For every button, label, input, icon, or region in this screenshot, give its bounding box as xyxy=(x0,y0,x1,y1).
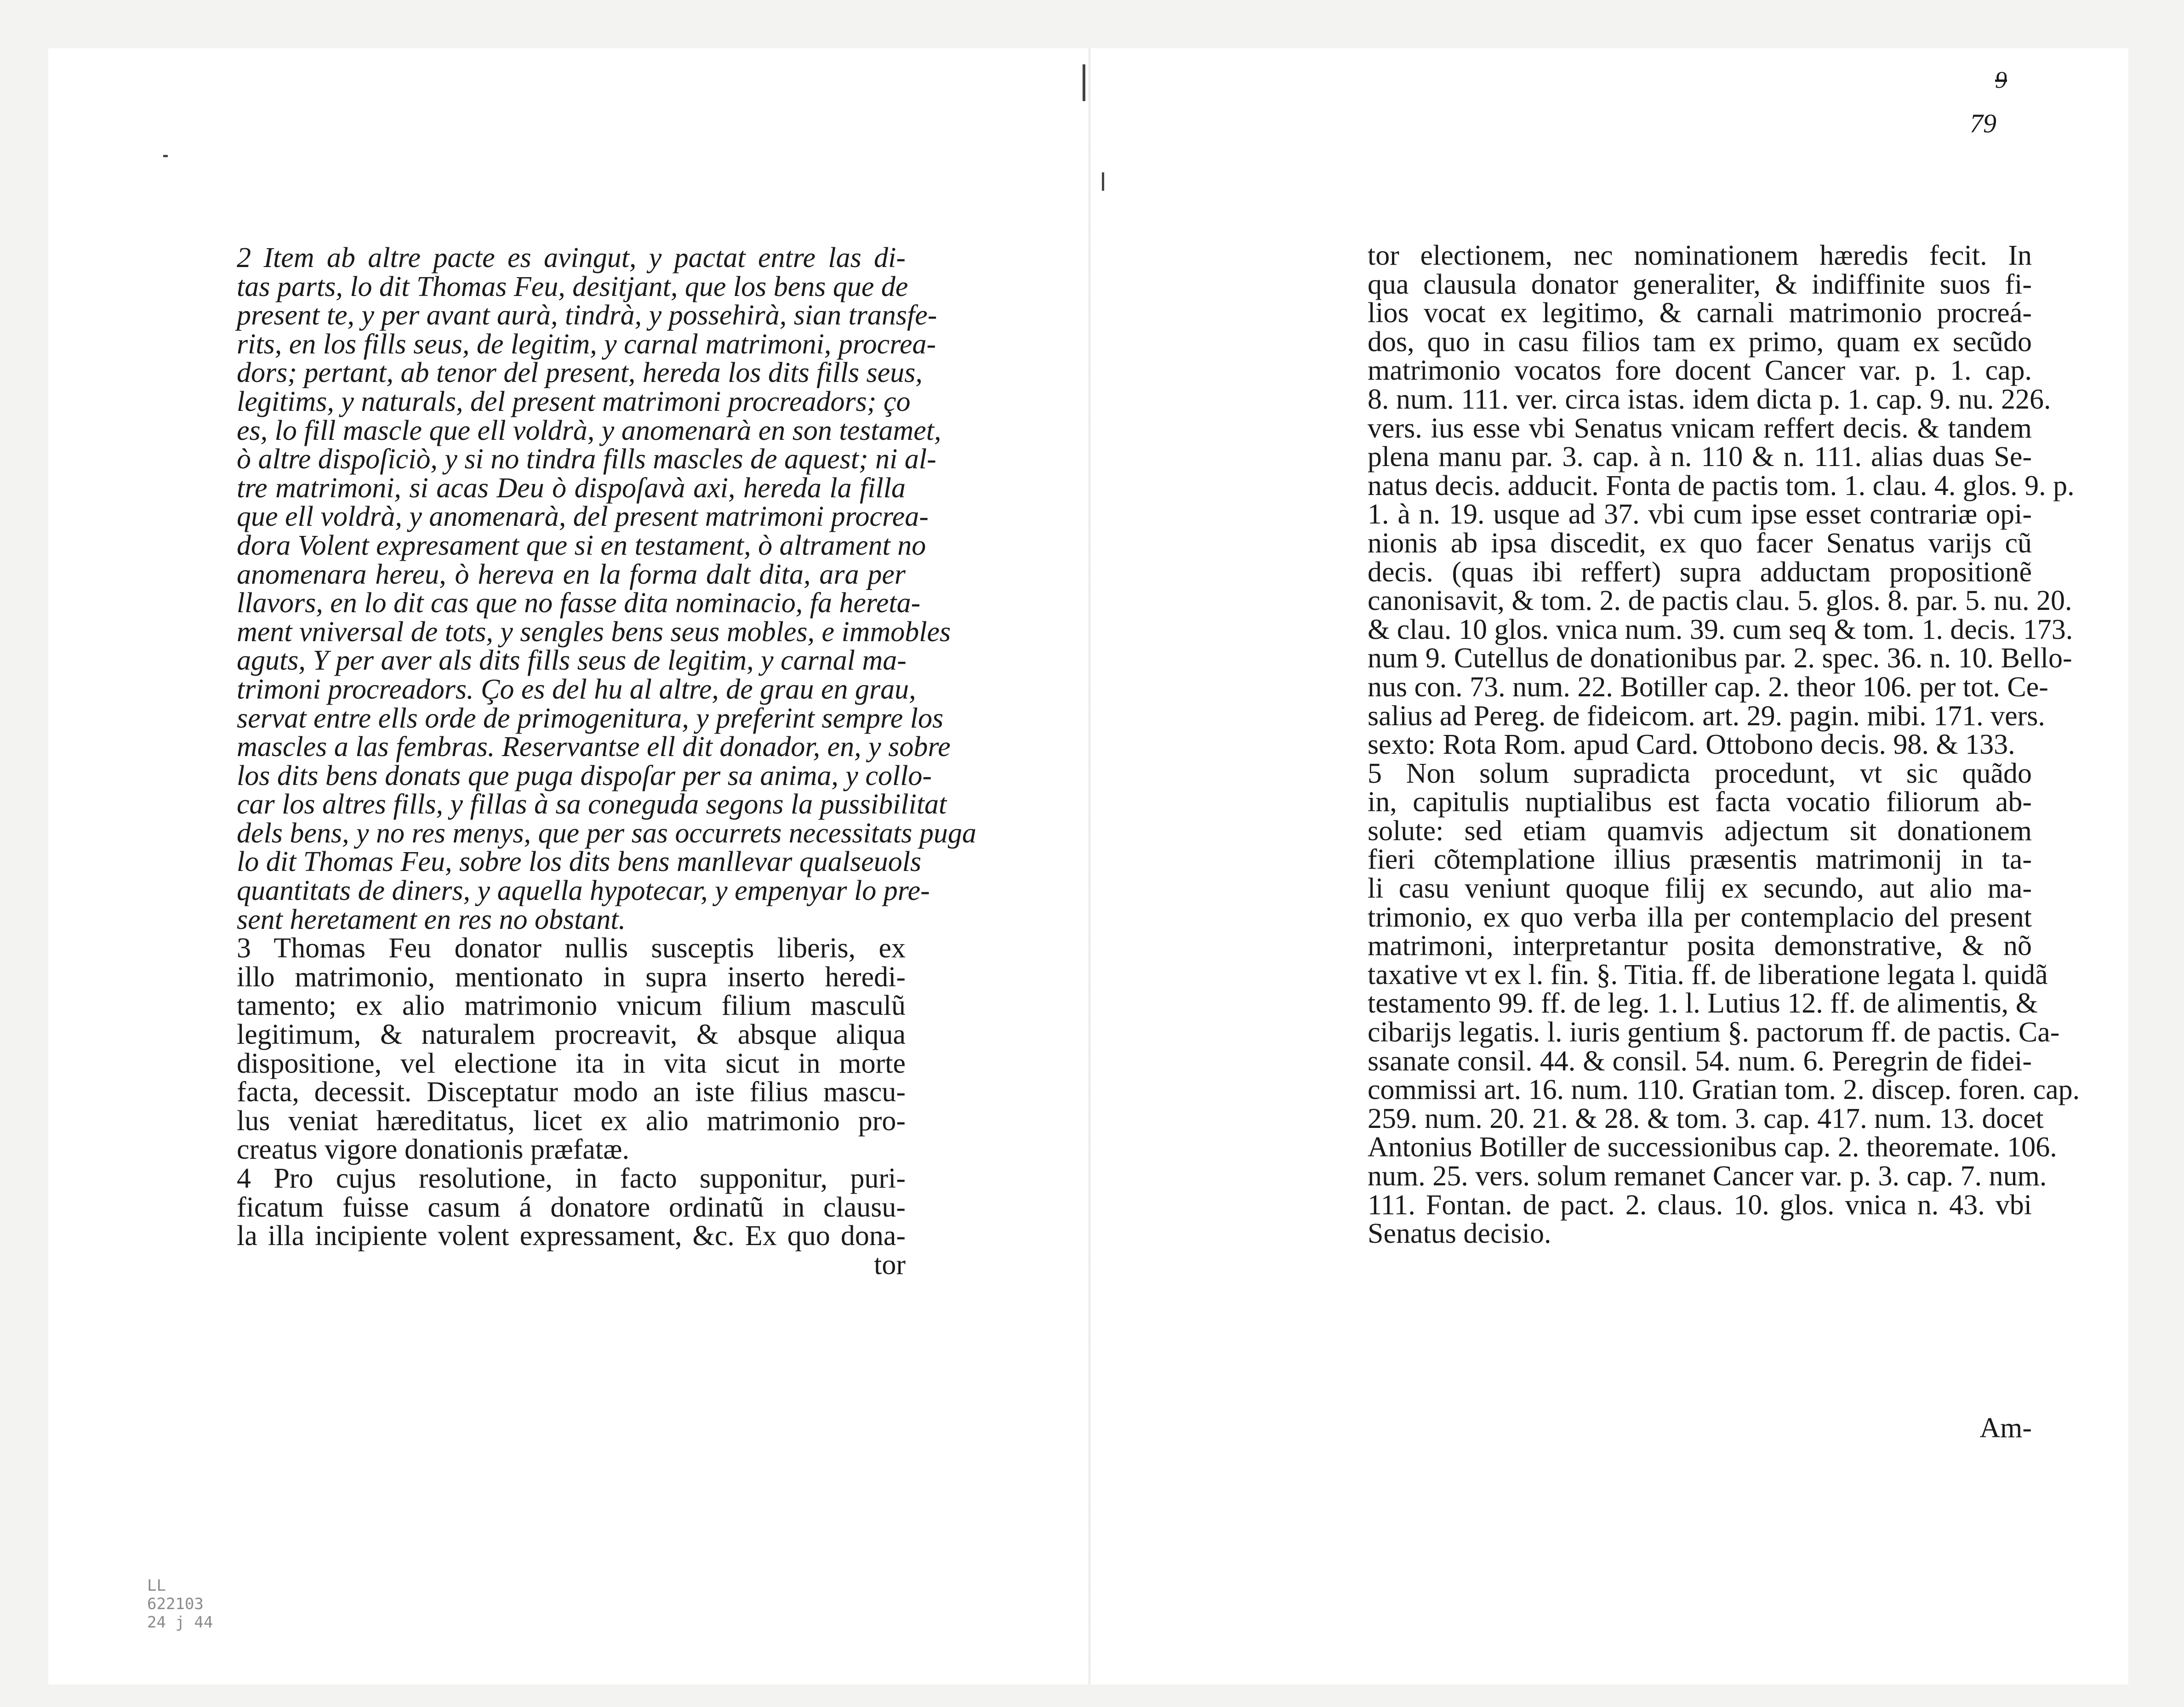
page-speck xyxy=(163,155,168,157)
text-line: salius ad Pereg. de fideicom. art. 29. pagin. mibi. 171. vers. xyxy=(1368,700,2045,732)
text-line: rits, en los fills seus, de legitim, y carnal matrimoni, procrea- xyxy=(237,328,936,360)
text-line: matrimonio vocatos fore docent Cancer var. p. 1. cap. xyxy=(1368,355,2032,387)
text-line: in, capitulis nuptialibus est facta vocatio filiorum ab- xyxy=(1368,786,2032,818)
text-line: 259. num. 20. 21. & 28. & tom. 3. cap. 417. num. 13. docet xyxy=(1368,1103,2044,1134)
text-line: tas parts, lo dit Thomas Feu, desitjant, que los bens que de xyxy=(237,271,908,302)
text-line: dors; pertant, ab tenor del present, hereda los dits fills seus, xyxy=(237,357,923,389)
text-line: nus con. 73. num. 22. Botiller cap. 2. theor 106. per tot. Ce- xyxy=(1368,671,2048,703)
left-page xyxy=(48,48,1092,1684)
text-line: trimoni procreadors. Ço es del hu al altre, de grau en grau, xyxy=(237,673,916,705)
text-line: 8. num. 111. ver. circa istas. idem dicta p. 1. cap. 9. nu. 226. xyxy=(1368,383,2051,415)
text-line: trimonio, ex quo verba illa per contemplacio del present xyxy=(1368,901,2032,933)
text-line: sent heretament en res no obstant. xyxy=(237,904,626,935)
text-line: canonisavit, & tom. 2. de pactis clau. 5. glos. 8. par. 5. nu. 20. xyxy=(1368,585,2072,617)
folio-number: 79 xyxy=(1970,108,1996,138)
text-line: 111. Fontan. de pact. 2. claus. 10. glos. vnica n. 43. vbi xyxy=(1368,1189,2032,1221)
text-line: plena manu par. 3. cap. à n. 110 & n. 111. alias duas Se- xyxy=(1368,441,2032,473)
text-line: tor electionem, nec nominationem hæredis fecit. In xyxy=(1368,240,2032,271)
text-line: lios vocat ex legitimo, & carnali matrimonio procreá- xyxy=(1368,297,2032,329)
text-line: dora Volent expresament que si en testament, ò altrament no xyxy=(237,529,926,561)
text-line: 4 Pro cujus resolutione, in facto supponitur, puri- xyxy=(237,1163,906,1194)
book-spread xyxy=(48,48,2128,1684)
text-line: tre matrimoni, si acas Deu ò dispoſavà axi, hereda la filla xyxy=(237,472,906,504)
text-line: nionis ab ipsa discedit, ex quo facer Senatus varijs cũ xyxy=(1368,527,2032,559)
text-line: llavors, en lo dit cas que no fasse dita nominacio, fa hereta- xyxy=(237,587,921,619)
text-line: ficatum fuisse casum á donatore ordinatũ in clausu- xyxy=(237,1191,906,1223)
text-line: aguts, Y per aver als dits fills seus de legitim, y carnal ma- xyxy=(237,645,907,677)
text-line: creatus vigore donationis præfatæ. xyxy=(237,1134,630,1166)
gutter-mark xyxy=(1083,64,1085,101)
text-line: lo dit Thomas Feu, sobre los dits bens manllevar qualseuols xyxy=(237,846,922,878)
text-line: dels bens, y no res menys, que per sas occurrets necessitats puga xyxy=(237,817,976,849)
archive-line: 622103 xyxy=(147,1595,204,1613)
text-line: ssanate consil. 44. & consil. 54. num. 6. Peregrin de fidei- xyxy=(1368,1045,2032,1077)
text-line: legitims, y naturals, del present matrimoni procreadors; ço xyxy=(237,386,911,417)
text-line: car los altres fills, y fillas à sa coneguda segons la pussibilitat xyxy=(237,789,947,820)
text-line: vers. ius esse vbi Senatus vnicam reffert decis. & tandem xyxy=(1368,412,2032,444)
text-line: 3 Thomas Feu donator nullis susceptis liberis, ex xyxy=(237,933,906,964)
text-line: solute: sed etiam quamvis adjectum sit donationem xyxy=(1368,815,2032,847)
text-line: servat entre ells orde de primogenitura, y preferint sempre los xyxy=(237,702,944,734)
text-line: 2 Item ab altre pacte es avingut, y pactat entre las di- xyxy=(237,242,906,273)
book-gutter xyxy=(1088,48,1091,1684)
text-line: Senatus decisio. xyxy=(1368,1218,1551,1250)
text-line: matrimoni, interpretantur posita demonstrative, & nõ xyxy=(1368,930,2032,962)
text-line: illo matrimonio, mentionato in supra inserto heredi- xyxy=(237,961,906,993)
text-line: li casu veniunt quoque filij ex secundo, aut alio ma- xyxy=(1368,873,2032,905)
catchword: Am- xyxy=(1979,1412,2032,1444)
text-line: dispositione, vel electione ita in vita sicut in morte xyxy=(237,1047,906,1079)
text-line: & clau. 10 glos. vnica num. 39. cum seq & tom. 1. decis. 173. xyxy=(1368,614,2073,645)
text-line: ò altre dispoſiciò, y si no tindra fills mascles de aquest; ni al- xyxy=(237,444,936,475)
text-line: sexto: Rota Rom. apud Card. Ottobono decis. 98. & 133. xyxy=(1368,729,2015,761)
text-line: dos, quo in casu filios tam ex primo, quam ex secũdo xyxy=(1368,326,2032,358)
text-line: lus veniat hæreditatus, licet ex alio matrimonio pro- xyxy=(237,1105,906,1137)
catchword: tor xyxy=(874,1249,906,1280)
text-line: 1. à n. 19. usque ad 37. vbi cum ipse esset contrariæ opi- xyxy=(1368,499,2032,530)
text-line: testamento 99. ff. de leg. 1. l. Lutius 12. ff. de alimentis, & xyxy=(1368,988,2038,1019)
text-line: quantitats de diners, y aquella hypotecar, y empenyar lo pre- xyxy=(237,875,930,907)
text-line: taxative vt ex l. fin. §. Titia. ff. de liberatione legata l. quidã xyxy=(1368,959,2048,990)
text-line: facta, decessit. Disceptatur modo an iste filius mascu- xyxy=(237,1076,906,1108)
text-line: 5 Non solum supradicta procedunt, vt sic quãdo xyxy=(1368,757,2032,789)
text-line: mascles a las fembras. Reservantse ell dit donador, en, y sobre xyxy=(237,731,951,763)
text-line: la illa incipiente volent expressament, &c. Ex quo dona- xyxy=(237,1220,906,1252)
text-line: num 9. Cutellus de donationibus par. 2. spec. 36. n. 10. Bello- xyxy=(1368,643,2072,674)
archive-shelfmark xyxy=(147,1576,213,1632)
text-line: num. 25. vers. solum remanet Cancer var. p. 3. cap. 7. num. xyxy=(1368,1161,2047,1192)
text-line: fieri cõtemplatione illius præsentis matrimonij in ta- xyxy=(1368,844,2032,876)
text-line: ment vniversal de tots, y sengles bens seus mobles, e immobles xyxy=(237,616,951,648)
text-line: present te, y per avant aurà, tindrà, y possehirà, sian transfe- xyxy=(237,300,937,331)
text-line: decis. (quas ibi reffert) supra adductam propositionẽ xyxy=(1368,556,2032,588)
text-line: Antonius Botiller de successionibus cap. 2. theoremate. 106. xyxy=(1368,1132,2057,1163)
text-line: natus decis. adducit. Fonta de pactis tom. 1. clau. 4. glos. 9. p. xyxy=(1368,470,2075,501)
right-page xyxy=(1092,48,2128,1684)
archive-line: 24 j 44 xyxy=(147,1613,213,1632)
text-line: anomenara hereu, ò hereva en la forma dalt dita, ara per xyxy=(237,558,906,590)
struck-folio-number: 9 xyxy=(1995,67,2007,93)
text-line: cibarijs legatis. l. iuris gentium §. pactorum ff. de pactis. Ca- xyxy=(1368,1017,2060,1048)
archive-line: LL xyxy=(147,1576,166,1595)
right-text-column xyxy=(1368,240,2080,1250)
text-line: qua clausula donator generaliter, & indiffinite suos fi- xyxy=(1368,268,2032,300)
text-line: es, lo fill mascle que ell voldrà, y anomenarà en son testamet, xyxy=(237,415,941,446)
text-line: commissi art. 16. num. 110. Gratian tom. 2. discep. foren. cap. xyxy=(1368,1074,2080,1106)
text-line: los dits bens donats que puga dispoſar per sa anima, y collo- xyxy=(237,760,932,791)
text-line: que ell voldrà, y anomenarà, del present matrimoni procrea- xyxy=(237,501,929,533)
text-line: legitimum, & naturalem procreavit, & absque aliqua xyxy=(237,1019,906,1051)
text-line: tamento; ex alio matrimonio vnicum filium masculũ xyxy=(237,990,906,1022)
left-text-column xyxy=(237,242,976,1280)
